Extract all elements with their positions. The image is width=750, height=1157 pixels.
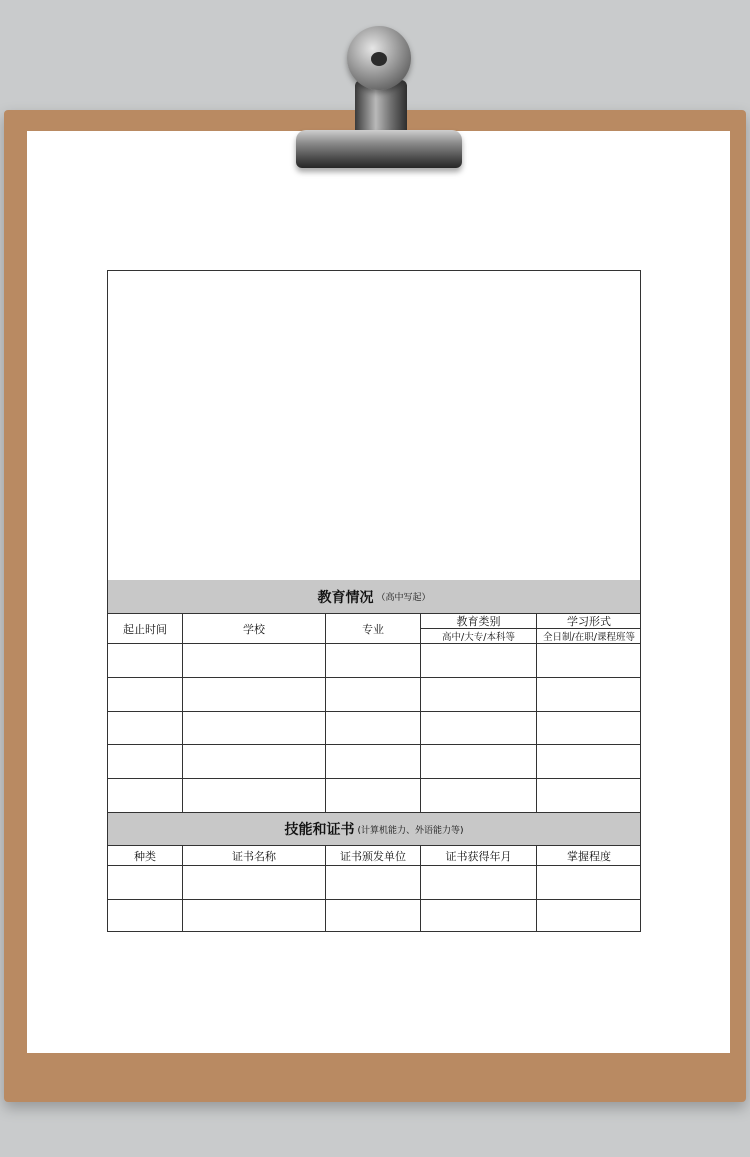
edu-cell[interactable] — [421, 644, 537, 677]
header-school: 学校 — [183, 614, 326, 643]
header-type: 种类 — [108, 846, 183, 865]
skills-table — [108, 846, 640, 932]
table-row — [108, 678, 640, 712]
skill-cell[interactable] — [421, 866, 537, 899]
edu-cell[interactable] — [326, 644, 421, 677]
clip-bar — [296, 130, 462, 168]
table-row — [108, 745, 640, 779]
skill-cell[interactable] — [326, 900, 421, 932]
skill-cell[interactable] — [108, 900, 183, 932]
resume-form — [107, 270, 641, 932]
header-category-note: 高中/大专/本科等 — [442, 631, 515, 643]
header-issuer: 证书颁发单位 — [326, 846, 421, 865]
skill-cell[interactable] — [326, 866, 421, 899]
skills-section-header — [108, 812, 640, 846]
edu-cell[interactable] — [421, 678, 537, 711]
skills-subtitle: (计算机能力、外语能力等) — [357, 825, 464, 836]
header-mode-label: 学习形式 — [537, 614, 641, 629]
table-row — [108, 866, 640, 900]
skill-cell[interactable] — [537, 900, 641, 932]
edu-cell[interactable] — [183, 745, 326, 778]
edu-cell[interactable] — [421, 745, 537, 778]
header-date: 证书获得年月 — [421, 846, 537, 865]
skills-header-row — [108, 846, 640, 866]
table-row — [108, 900, 640, 932]
education-header-row — [108, 614, 640, 644]
education-table — [108, 614, 640, 812]
edu-cell[interactable] — [108, 779, 183, 812]
skill-cell[interactable] — [108, 866, 183, 899]
edu-cell[interactable] — [537, 745, 641, 778]
edu-cell[interactable] — [537, 779, 641, 812]
education-section-header — [108, 580, 640, 614]
edu-cell[interactable] — [537, 712, 641, 744]
skill-cell[interactable] — [537, 866, 641, 899]
edu-cell[interactable] — [183, 644, 326, 677]
edu-cell[interactable] — [108, 644, 183, 677]
education-title: 教育情况 — [317, 589, 374, 606]
edu-cell[interactable] — [421, 712, 537, 744]
edu-cell[interactable] — [326, 745, 421, 778]
header-mode-note: 全日制/在职/课程班等 — [543, 631, 635, 643]
table-row — [108, 712, 640, 745]
table-row — [108, 779, 640, 812]
edu-cell[interactable] — [183, 678, 326, 711]
clip-ring — [347, 26, 411, 90]
header-cert-name: 证书名称 — [183, 846, 326, 865]
edu-cell[interactable] — [326, 678, 421, 711]
edu-cell[interactable] — [537, 644, 641, 677]
table-row — [108, 644, 640, 678]
header-mode — [537, 614, 641, 643]
skills-title: 技能和证书 — [284, 822, 355, 838]
header-period: 起止时间 — [108, 614, 183, 643]
edu-cell[interactable] — [326, 712, 421, 744]
blank-area — [108, 271, 640, 581]
header-category-label: 教育类别 — [421, 614, 536, 629]
header-proficiency: 掌握程度 — [567, 849, 611, 863]
skill-cell[interactable] — [421, 900, 537, 932]
header-category — [421, 614, 537, 643]
edu-cell[interactable] — [326, 779, 421, 812]
edu-cell[interactable] — [108, 678, 183, 711]
edu-cell[interactable] — [108, 745, 183, 778]
education-subtitle: （高中写起） — [376, 593, 431, 603]
edu-cell[interactable] — [108, 712, 183, 744]
edu-cell[interactable] — [183, 779, 326, 812]
header-major: 专业 — [326, 614, 421, 643]
edu-cell[interactable] — [183, 712, 326, 744]
skill-cell[interactable] — [183, 866, 326, 899]
edu-cell[interactable] — [537, 678, 641, 711]
skill-cell[interactable] — [183, 900, 326, 932]
edu-cell[interactable] — [421, 779, 537, 812]
